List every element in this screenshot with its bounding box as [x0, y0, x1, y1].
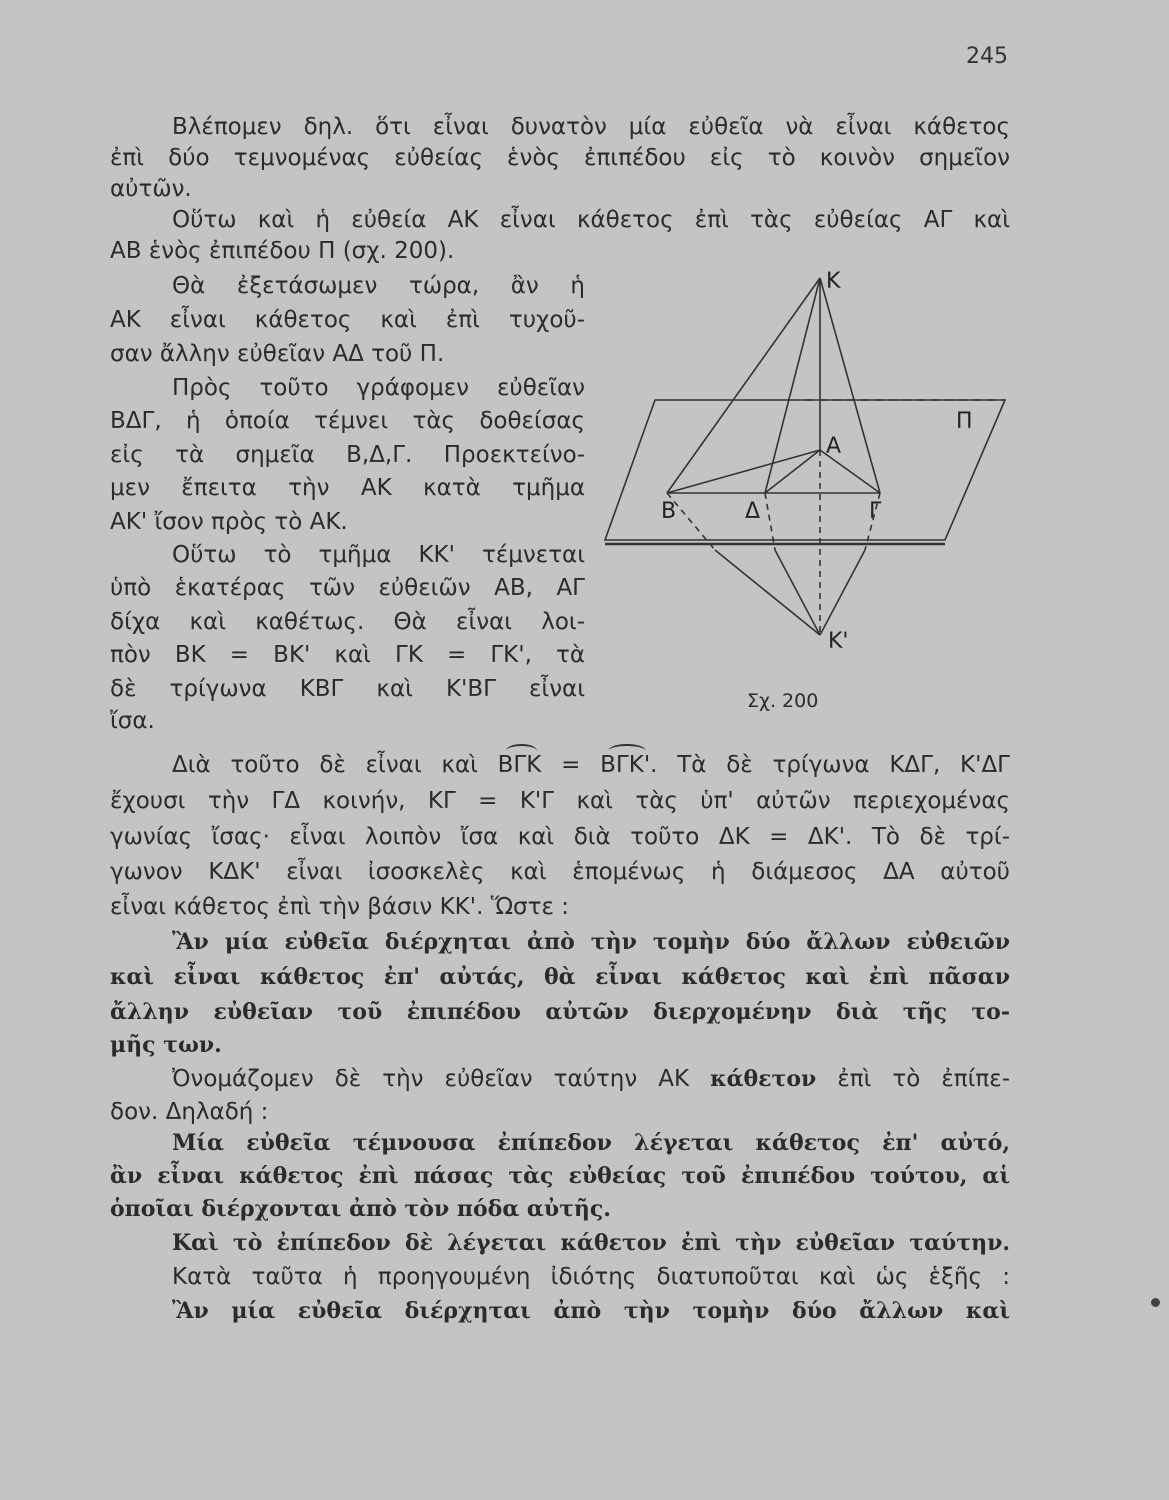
term-kathetos: κάθετον: [710, 1066, 817, 1092]
edge-K'Gamma: [820, 550, 865, 635]
theorem-line: καὶ εἶναι κάθετος ἐπ' αὐτάς, θὰ εἶναι κάθετος καὶ ἐπὶ πᾶσαν: [110, 964, 1010, 990]
text-line: αὐτῶν.: [110, 176, 192, 202]
edge-K'B: [715, 550, 820, 635]
label-Delta: Δ: [745, 499, 761, 524]
text-line: μεν ἔπειτα τὴν ΑΚ κατὰ τμῆμα: [110, 475, 585, 501]
theorem-line: Ἂν μία εὐθεῖα διέρχηται ἀπὸ τὴν τομὴν δύο ἄλλων καὶ: [172, 1298, 1010, 1324]
text-line: Ὀνομάζομεν δὲ τὴν εὐθεῖαν ταύτην ΑΚ κάθετον ἐπὶ τὸ ἐπίπε-: [172, 1066, 1010, 1092]
text-line: ἔχουσι τὴν ΓΔ κοινήν, ΚΓ = Κ'Γ καὶ τὰς ὑπ' αὐτῶν περιεχομένας: [110, 788, 1010, 814]
angle-BGK-prime: ΒΓΚ': [600, 752, 651, 778]
figure-caption: Σχ. 200: [747, 690, 819, 712]
text-line: δον. Δηλαδή :: [110, 1099, 269, 1125]
text-line: Θὰ ἐξετάσωμεν τώρα, ἂν ἡ: [172, 273, 585, 299]
text-line: ὑπὸ ἑκατέρας τῶν εὐθειῶν ΑΒ, ΑΓ: [110, 575, 585, 601]
edge-KDelta: [765, 278, 820, 493]
definition-line: ἂν εἶναι κάθετος ἐπὶ πάσας τὰς εὐθείας τοῦ ἐπιπέδου τούτου, αἱ: [110, 1163, 1010, 1189]
text-line: δίχα καὶ καθέτως. Θὰ εἶναι λοι-: [110, 609, 585, 635]
text-line: ἐπὶ δύο τεμνομένας εὐθείας ἑνὸς ἐπιπέδου εἰς τὸ κοινὸν σημεῖον: [110, 145, 1010, 171]
angle-BGK: ΒΓΚ: [497, 752, 542, 778]
theorem-line: Ἂν μία εὐθεῖα διέρχηται ἀπὸ τὴν τομὴν δύο ἄλλων εὐθειῶν: [172, 929, 1010, 955]
segment-AB: [667, 450, 820, 493]
text-line: σαν ἄλλην εὐθεῖαν ΑΔ τοῦ Π.: [110, 341, 445, 367]
text-line: Οὕτω καὶ ἡ εὐθεία ΑΚ εἶναι κάθετος ἐπὶ τὰς εὐθείας ΑΓ καὶ: [172, 207, 1010, 233]
edge-KGamma: [820, 278, 880, 493]
label-K-prime: Κ': [828, 629, 849, 654]
text-line: Πρὸς τοῦτο γράφομεν εὐθεῖαν: [172, 375, 585, 401]
text-line: ΑΚ εἶναι κάθετος καὶ ἐπὶ τυχοῦ-: [110, 307, 585, 333]
edge-KB: [667, 278, 820, 493]
text-line: Διὰ τοῦτο δὲ εἶναι καὶ ΒΓΚ = ΒΓΚ'. Τὰ δὲ τρίγωνα ΚΔΓ, Κ'ΔΓ: [172, 752, 1011, 778]
text-line: εἰς τὰ σημεῖα Β,Δ,Γ. Προεκτείνο-: [110, 442, 585, 468]
text-line: εἶναι κάθετος ἐπὶ τὴν βάσιν ΚΚ'. Ὥστε :: [110, 894, 569, 920]
text-line: γωνίας ἴσας· εἶναι λοιπὸν ἴσα καὶ διὰ τοῦτο ΔΚ = ΔΚ'. Τὸ δὲ τρί-: [110, 824, 1010, 850]
definition-line: Καὶ τὸ ἐπίπεδον δὲ λέγεται κάθετον ἐπὶ τὴν εὐθεῖαν ταύτην.: [172, 1230, 1010, 1256]
text-line: ἴσα.: [110, 708, 155, 734]
text-line: Κατὰ ταῦτα ἡ προηγουμένη ἰδιότης διατυποῦται καὶ ὡς ἑξῆς :: [172, 1264, 1010, 1290]
label-A: Α: [826, 434, 842, 459]
text-line: ΒΔΓ, ἡ ὁποία τέμνει τὰς δοθείσας: [110, 408, 585, 434]
text-line: Οὕτω τὸ τμῆμα ΚΚ' τέμνεται: [172, 542, 585, 568]
text-line: ΑΚ' ἴσον πρὸς τὸ ΑΚ.: [110, 509, 348, 535]
theorem-line: ἄλλην εὐθεῖαν τοῦ ἐπιπέδου αὐτῶν διερχομένην διὰ τῆς το-: [110, 999, 1010, 1025]
label-Gamma: Γ: [869, 499, 882, 524]
text-line: γωνον ΚΔΚ' εἶναι ἰσοσκελὲς καὶ ἑπομένως ἡ διάμεσος ΔΑ αὐτοῦ: [110, 859, 1010, 885]
theorem-line: μῆς των.: [110, 1032, 222, 1058]
segment-ADelta: [765, 450, 820, 493]
edge-K'Delta: [775, 550, 820, 635]
margin-mark: [1151, 1298, 1160, 1307]
definition-line: ὁποῖαι διέρχονται ἀπὸ τὸν πόδα αὐτῆς.: [110, 1196, 611, 1222]
label-B: Β: [661, 499, 677, 524]
label-K: Κ: [826, 269, 841, 294]
text-line: Βλέπομεν δηλ. ὅτι εἶναι δυνατὸν μία εὐθεῖα νὰ εἶναι κάθετος: [172, 114, 1010, 140]
figure-200-pyramid-diagram: [595, 250, 1025, 700]
label-Pi: Π: [956, 409, 973, 434]
text-line: δὲ τρίγωνα ΚΒΓ καὶ Κ'ΒΓ εἶναι: [110, 676, 585, 702]
definition-line: Μία εὐθεῖα τέμνουσα ἐπίπεδον λέγεται κάθετος ἐπ' αὐτό,: [172, 1130, 1010, 1156]
text-line: ΑΒ ἑνὸς ἐπιπέδου Π (σχ. 200).: [110, 238, 455, 264]
text-line: πὸν ΒΚ = ΒΚ' καὶ ΓΚ = ΓΚ', τὰ: [110, 642, 585, 668]
page-number: 245: [966, 44, 1008, 69]
